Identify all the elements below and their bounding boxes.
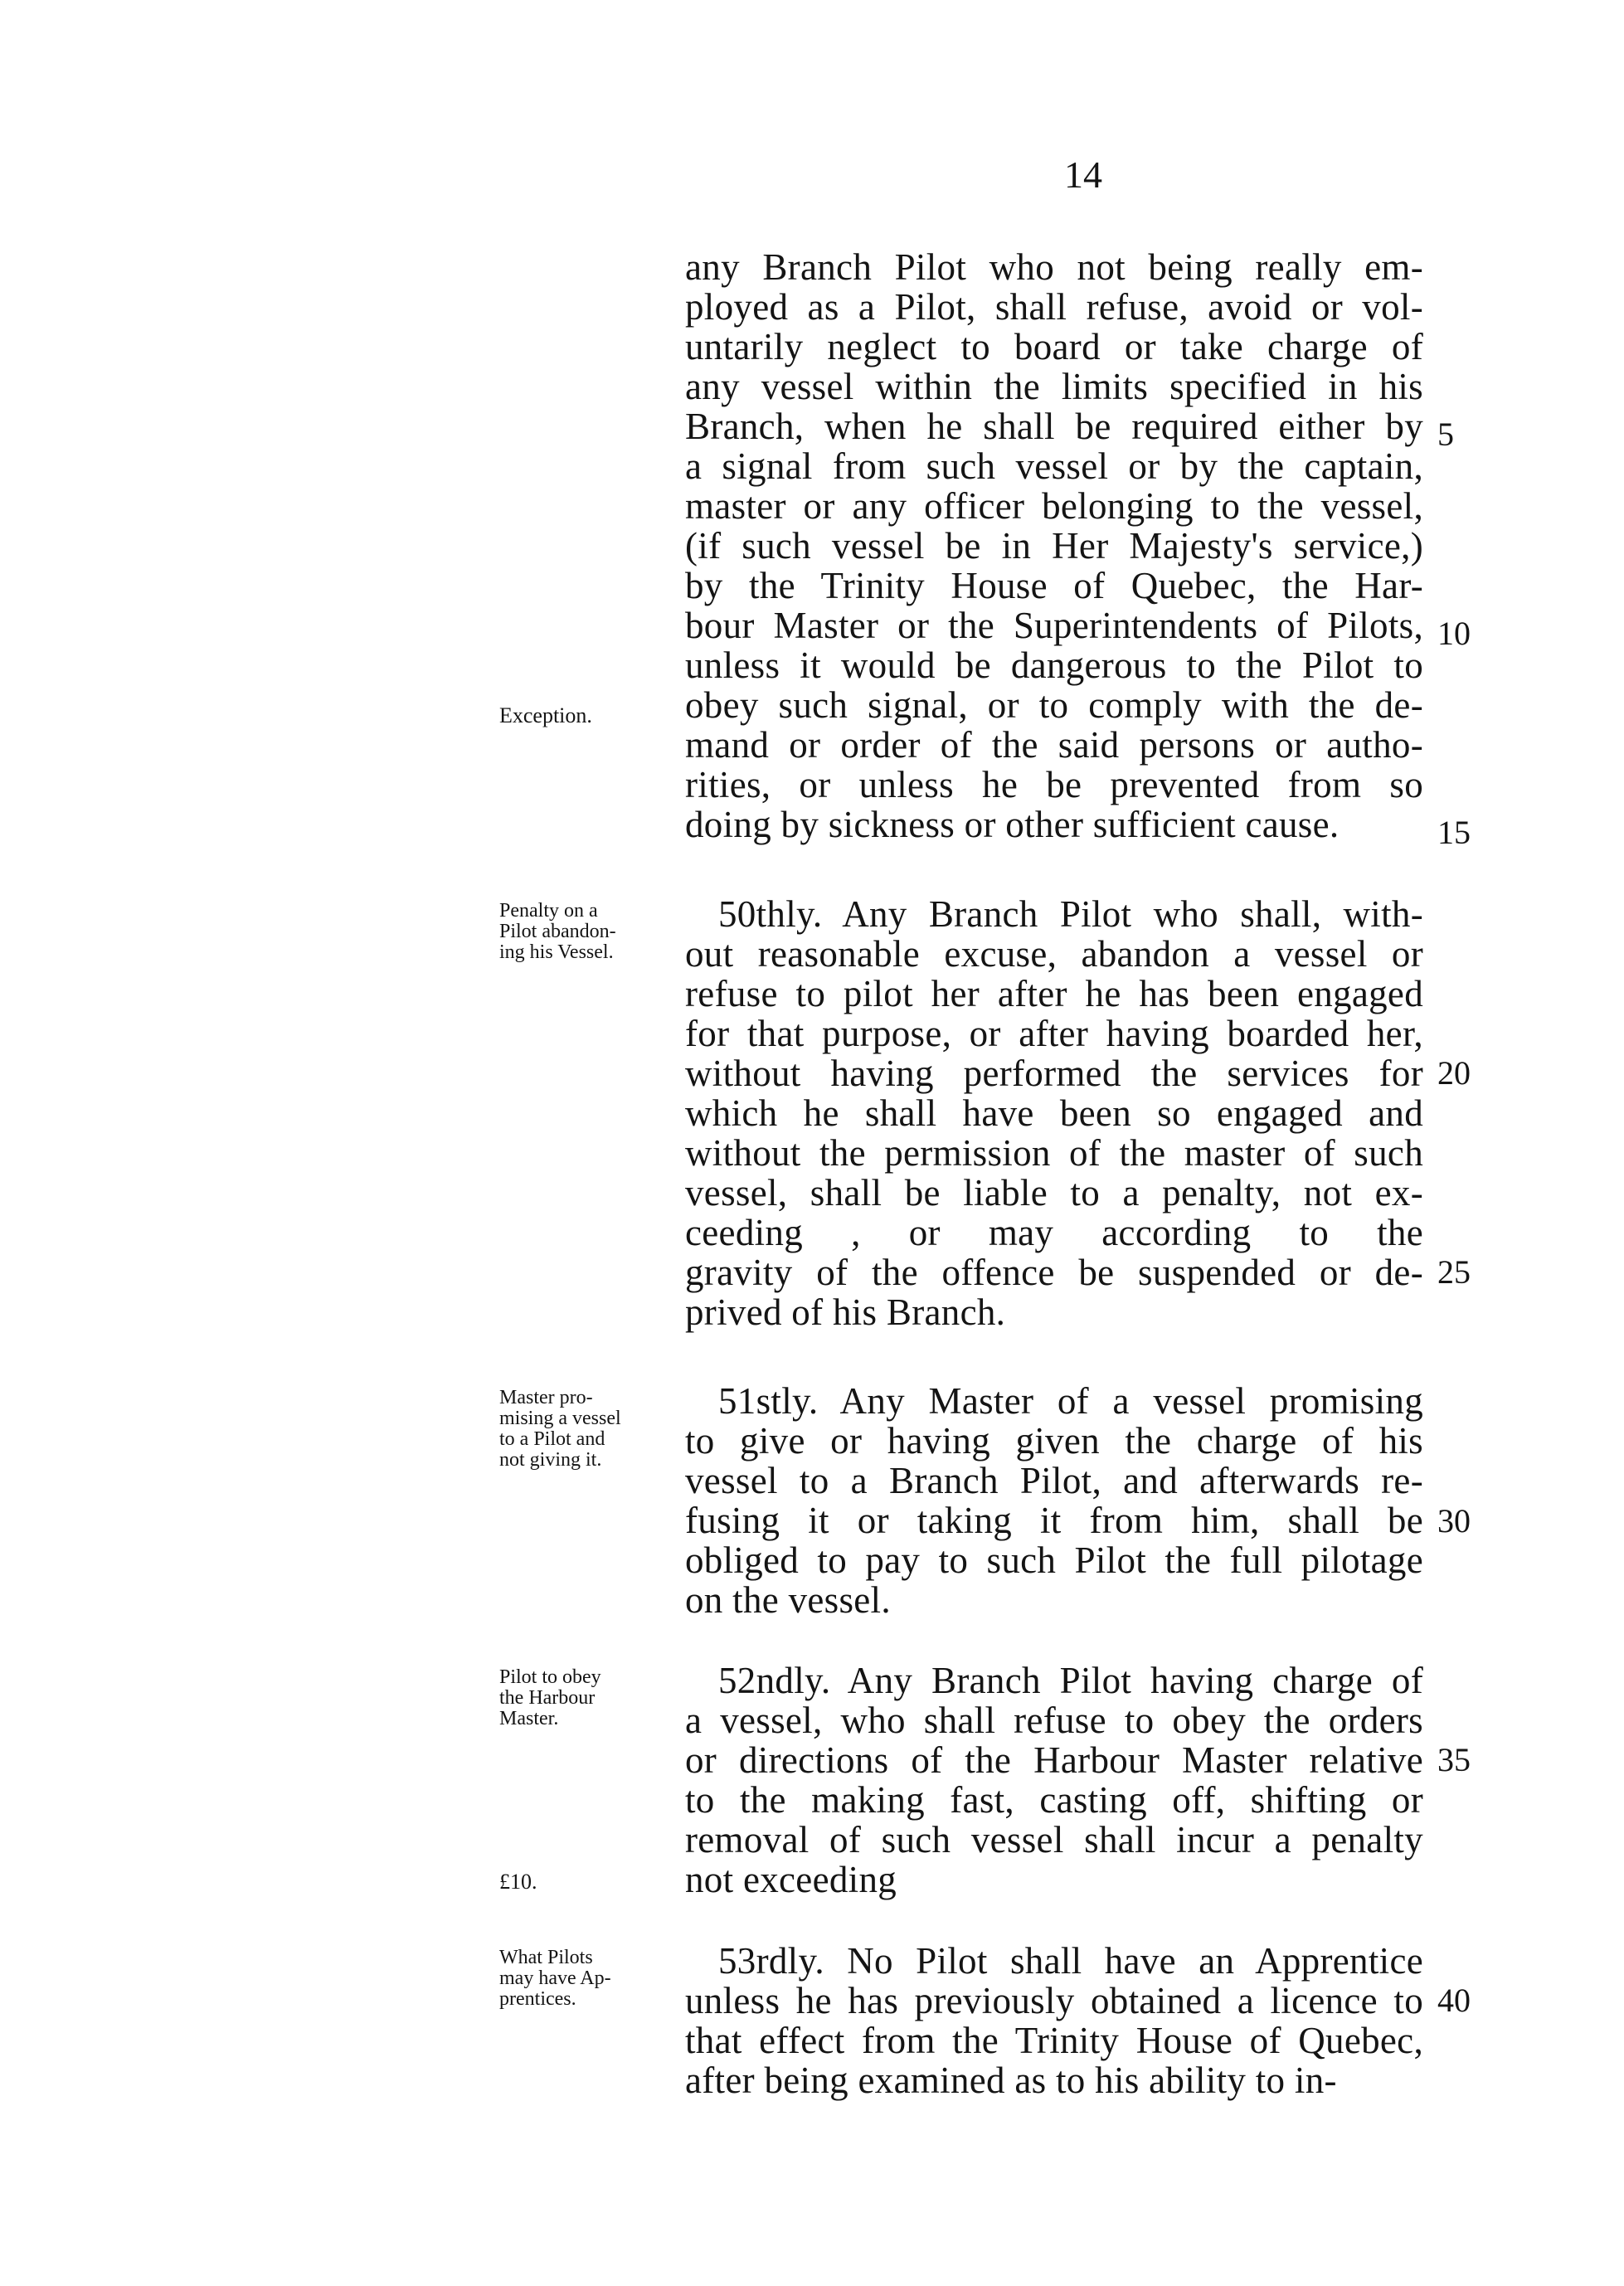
- margin-note-line: ing his Vessel.: [499, 941, 614, 963]
- body-text-line: a signal from such vessel or by the captain,: [685, 445, 1423, 487]
- line-number: 5: [1437, 416, 1454, 453]
- margin-note-line: Penalty on a: [499, 900, 598, 922]
- body-text-line: for that purpose, or after having boarded her,: [685, 1013, 1423, 1054]
- body-text-line: any vessel within the limits specified in his: [685, 366, 1423, 407]
- body-text-line: to the making fast, casting off, shifting or: [685, 1779, 1423, 1821]
- margin-note-line: Master.: [499, 1708, 559, 1729]
- body-text-line: master or any officer belonging to the vessel,: [685, 485, 1423, 527]
- line-number: 15: [1437, 814, 1471, 851]
- body-text-line: that effect from the Trinity House of Quebec,: [685, 2020, 1423, 2061]
- body-text-line: to give or having given the charge of his: [685, 1420, 1423, 1462]
- body-text-line: rities, or unless he be prevented from so: [685, 764, 1423, 805]
- body-text-line: after being examined as to his ability to in-: [685, 2060, 1337, 2101]
- margin-note-line: the Harbour: [499, 1687, 596, 1709]
- body-text-line: untarily neglect to board or take charge of: [685, 326, 1423, 367]
- body-text-line: any Branch Pilot who not being really em-: [685, 246, 1423, 288]
- body-text-line: refuse to pilot her after he has been engaged: [685, 973, 1423, 1014]
- margin-note-line: Master pro-: [499, 1387, 593, 1408]
- body-text-line: out reasonable excuse, abandon a vessel or: [685, 933, 1423, 975]
- body-text-line: 50thly. Any Branch Pilot who shall, with-: [718, 893, 1423, 935]
- body-text-line: 52ndly. Any Branch Pilot having charge of: [718, 1660, 1423, 1701]
- body-text-line: 51stly. Any Master of a vessel promising: [718, 1380, 1423, 1422]
- line-number: 35: [1437, 1741, 1471, 1778]
- body-text-line: without having performed the services for: [685, 1053, 1423, 1094]
- line-number: 40: [1437, 1982, 1471, 2019]
- body-text-line: not exceeding: [685, 1859, 897, 1900]
- body-text-line: on the vessel.: [685, 1579, 891, 1621]
- body-text-line: gravity of the offence be suspended or de-: [685, 1252, 1423, 1293]
- margin-note: Exception.: [499, 703, 592, 727]
- line-number: 20: [1437, 1054, 1471, 1092]
- body-text-line: without the permission of the master of such: [685, 1132, 1423, 1174]
- margin-note: [499, 1667, 673, 1729]
- body-text-line: doing by sickness or other sufficient cause.: [685, 804, 1340, 845]
- body-text-line: fusing it or taking it from him, shall be: [685, 1500, 1423, 1541]
- margin-note: £10.: [499, 1870, 537, 1894]
- margin-note-line: mising a vessel: [499, 1408, 621, 1429]
- body-text-line: a vessel, who shall refuse to obey the orders: [685, 1700, 1423, 1741]
- margin-note-line: to a Pilot and: [499, 1428, 605, 1450]
- body-text-line: ployed as a Pilot, shall refuse, avoid or vol-: [685, 286, 1423, 328]
- margin-note: [499, 1388, 673, 1471]
- body-text-line: which he shall have been so engaged and: [685, 1092, 1423, 1134]
- body-text-line: ceeding , or may according to the: [685, 1212, 1423, 1253]
- body-text-line: prived of his Branch.: [685, 1291, 1006, 1333]
- line-number: 30: [1437, 1502, 1471, 1539]
- line-number: 25: [1437, 1253, 1471, 1291]
- body-text-line: bour Master or the Superintendents of Pilots,: [685, 605, 1423, 646]
- margin-note: [499, 1948, 673, 2010]
- body-text-line: by the Trinity House of Quebec, the Har-: [685, 565, 1423, 606]
- margin-note: [499, 901, 673, 963]
- margin-note-line: What Pilots: [499, 1947, 593, 1968]
- body-text-line: vessel, shall be liable to a penalty, not ex-: [685, 1172, 1423, 1214]
- body-text-line: (if such vessel be in Her Majesty's service,): [685, 525, 1423, 567]
- body-text-line: 53rdly. No Pilot shall have an Apprentice: [718, 1940, 1423, 1982]
- margin-note-line: Pilot abandon-: [499, 921, 616, 942]
- body-text-line: obey such signal, or to comply with the de-: [685, 684, 1423, 726]
- margin-note-line: prentices.: [499, 1988, 576, 2010]
- body-text-line: obliged to pay to such Pilot the full pilotage: [685, 1539, 1423, 1581]
- page-number: 14: [1064, 153, 1102, 196]
- body-text-line: Branch, when he shall be required either by: [685, 406, 1423, 447]
- margin-note-line: may have Ap-: [499, 1967, 611, 1989]
- body-text-line: mand or order of the said persons or autho-: [685, 724, 1423, 766]
- body-text-line: unless he has previously obtained a licence to: [685, 1980, 1423, 2021]
- body-text-line: vessel to a Branch Pilot, and afterwards re-: [685, 1460, 1423, 1501]
- body-text-line: or directions of the Harbour Master relative: [685, 1739, 1423, 1781]
- body-text-line: unless it would be dangerous to the Pilot to: [685, 644, 1423, 686]
- margin-note-line: not giving it.: [499, 1449, 602, 1471]
- margin-note-line: Pilot to obey: [499, 1666, 601, 1688]
- line-number: 10: [1437, 615, 1471, 652]
- body-text-line: removal of such vessel shall incur a penalty: [685, 1819, 1423, 1860]
